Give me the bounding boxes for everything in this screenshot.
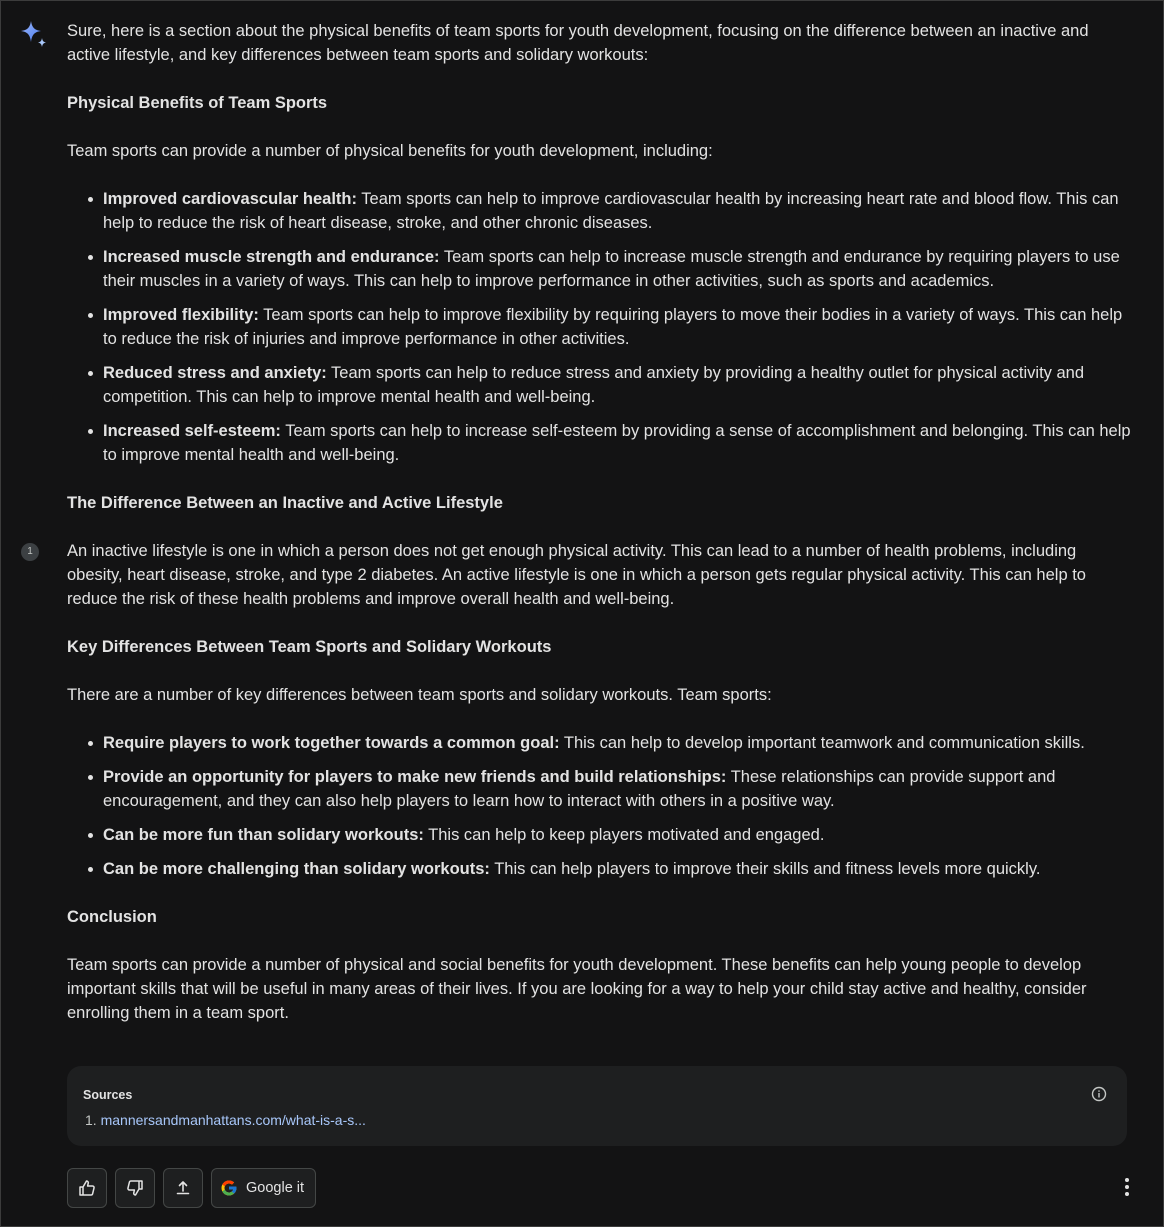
response-content	[67, 19, 1131, 1049]
google-it-button[interactable]	[211, 1168, 316, 1208]
info-icon[interactable]	[1091, 1086, 1107, 1102]
list-item: Can be more fun than solidary workouts: This can help to keep players motivated and engaged.	[103, 823, 1131, 847]
benefits-list	[67, 187, 1131, 467]
differences-list	[67, 731, 1131, 881]
list-item: Increased self-esteem: Team sports can help to increase self-esteem by providing a sense of accomplishment and belonging. This can help to improve mental health and well-being.	[103, 419, 1131, 467]
share-button[interactable]	[163, 1168, 203, 1208]
list-item: Improved flexibility: Team sports can help to improve flexibility by requiring players to move their bodies in a variety of ways. This can help to reduce the risk of injuries and improve performance in other activities.	[103, 303, 1131, 351]
gemini-sparkle-icon	[19, 19, 49, 49]
section-heading: Physical Benefits of Team Sports	[67, 94, 328, 112]
section-heading: Conclusion	[67, 908, 157, 926]
sources-title: Sources	[83, 1088, 133, 1102]
sources-card	[67, 1066, 1127, 1146]
thumbs-up-button[interactable]	[67, 1168, 107, 1208]
google-logo-icon	[220, 1179, 238, 1197]
section-heading: The Difference Between an Inactive and Active Lifestyle	[67, 494, 503, 512]
list-item: Require players to work together towards a common goal: This can help to develop important teamwork and communication skills.	[103, 731, 1131, 755]
thumbs-up-icon	[77, 1178, 97, 1198]
source-number: 1.	[85, 1112, 97, 1128]
list-item: Increased muscle strength and endurance: Team sports can help to increase muscle strength and endurance by requiring players to use their muscles in a variety of ways. This can help to improve performance in other activities, such as sports and academics.	[103, 245, 1131, 293]
section-heading: Key Differences Between Team Sports and Solidary Workouts	[67, 638, 552, 656]
source-item	[85, 1112, 366, 1128]
thumbs-down-button[interactable]	[115, 1168, 155, 1208]
list-item: Provide an opportunity for players to make new friends and build relationships: These relationships can provide support and encouragement, and they can also help players to learn how to interact with others in a positive way.	[103, 765, 1131, 813]
section-body: An inactive lifestyle is one in which a person does not get enough physical activity. This can lead to a number of health problems, including obesity, heart disease, stroke, and type 2 diabetes. An active lifestyle is one in which a person gets regular physical activity. This can help to reduce the risk of these health problems and improve overall health and well-being.	[67, 542, 1086, 608]
section-lead: There are a number of key differences between team sports and solidary workouts. Team sports:	[67, 686, 772, 704]
section-lead: Team sports can provide a number of physical benefits for youth development, including:	[67, 142, 713, 160]
thumbs-down-icon	[125, 1178, 145, 1198]
google-it-label: Google it	[246, 1180, 305, 1196]
list-item: Reduced stress and anxiety: Team sports can help to reduce stress and anxiety by providing a healthy outlet for physical activity and competition. This can help to improve mental health and well-being.	[103, 361, 1131, 409]
share-icon	[174, 1179, 192, 1197]
section-body: Team sports can provide a number of physical and social benefits for youth development. These benefits can help young people to develop important skills that will be useful in many areas of their lives. If you are looking for a way to help your child stay active and healthy, consider enrolling them in a team sport.	[67, 956, 1087, 1022]
citation-badge[interactable]: 1	[21, 543, 39, 561]
intro-text: Sure, here is a section about the physical benefits of team sports for youth development, focusing on the difference between an inactive and active lifestyle, and key differences between team sports and solidary workouts:	[67, 22, 1089, 64]
list-item: Improved cardiovascular health: Team sports can help to improve cardiovascular health by increasing heart rate and blood flow. This can help to reduce the risk of heart disease, stroke, and other chronic diseases.	[103, 187, 1131, 235]
source-link[interactable]: mannersandmanhattans.com/what-is-a-s...	[100, 1112, 366, 1128]
list-item: Can be more challenging than solidary workouts: This can help players to improve their skills and fitness levels more quickly.	[103, 857, 1131, 881]
more-vert-icon[interactable]	[1117, 1175, 1137, 1199]
